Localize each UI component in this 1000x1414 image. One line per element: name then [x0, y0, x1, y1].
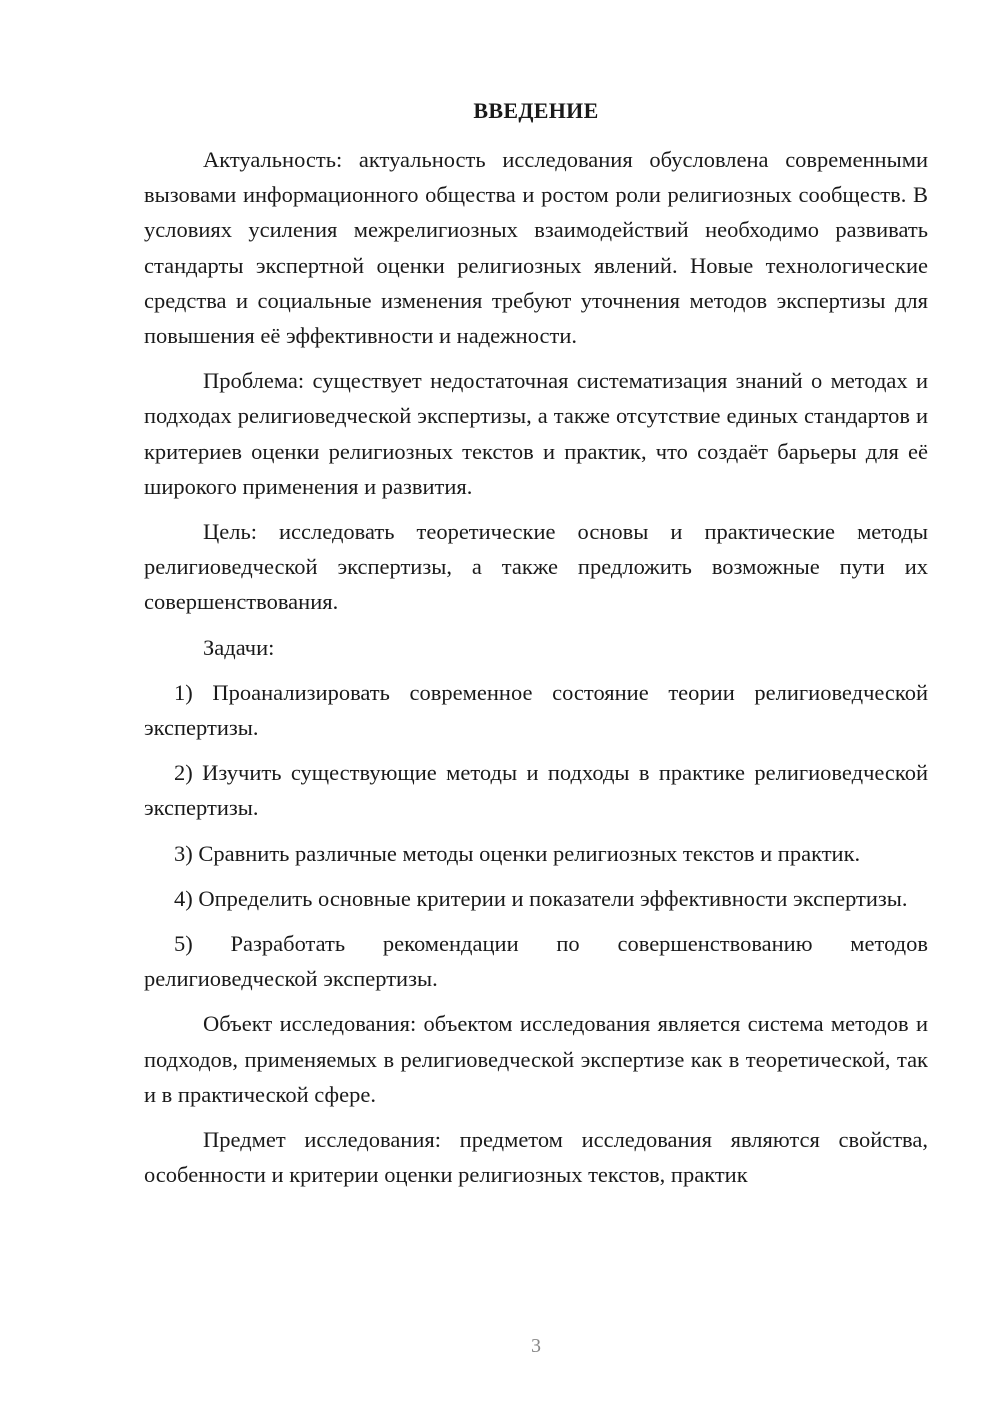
paragraph-object: Объект исследования: объектом исследования является система методов и подходов, применяемых в религиоведческой экспертизе как в теоретической, так и в практической сфере. — [144, 1011, 928, 1107]
document-body — [144, 142, 928, 1202]
document-page — [144, 0, 928, 1414]
task-item: 1) Проанализировать современное состояние теории религиоведческой экспертизы. — [144, 679, 928, 741]
task-item: 5) Разработать рекомендации по совершенствованию методов религиоведческой экспертизы. — [144, 931, 928, 992]
page-number: 3 — [531, 1335, 541, 1357]
tasks-label: Задачи: — [203, 634, 275, 660]
page-title: ВВЕДЕНИЕ — [473, 98, 599, 123]
paragraph-relevance: Актуальность: актуальность исследования обусловлена современными вызовами информационного общества и ростом роли религиозных сообществ. В условиях усиления межрелигиозных взаимодействий необходимо развивать стандарты экспертной оценки религиозных явлений. Новые технологические средства и социальные изменения требуют уточнения методов экспертизы для повышения её эффективности и надежности. — [144, 147, 928, 349]
task-item: 2) Изучить существующие методы и подходы в практике религиоведческой экспертизы. — [144, 760, 928, 821]
task-item: 3) Сравнить различные методы оценки религиозных текстов и практик. — [174, 840, 861, 866]
paragraph-goal: Цель: исследовать теоретические основы и практические методы религиоведческой экспертизы, а также предложить возможные пути их совершенствования. — [144, 519, 928, 615]
paragraph-problem: Проблема: существует недостаточная систематизация знаний о методах и подходах религиоведческой экспертизы, а также отсутствие единых стандартов и критериев оценки религиозных текстов и практик, что создаёт барьеры для её широкого применения и развития. — [144, 368, 928, 499]
paragraph-subject: Предмет исследования: предметом исследования являются свойства, особенности и критерии оценки религиозных текстов, практик — [144, 1127, 928, 1188]
task-item: 4) Определить основные критерии и показатели эффективности экспертизы. — [174, 885, 908, 911]
